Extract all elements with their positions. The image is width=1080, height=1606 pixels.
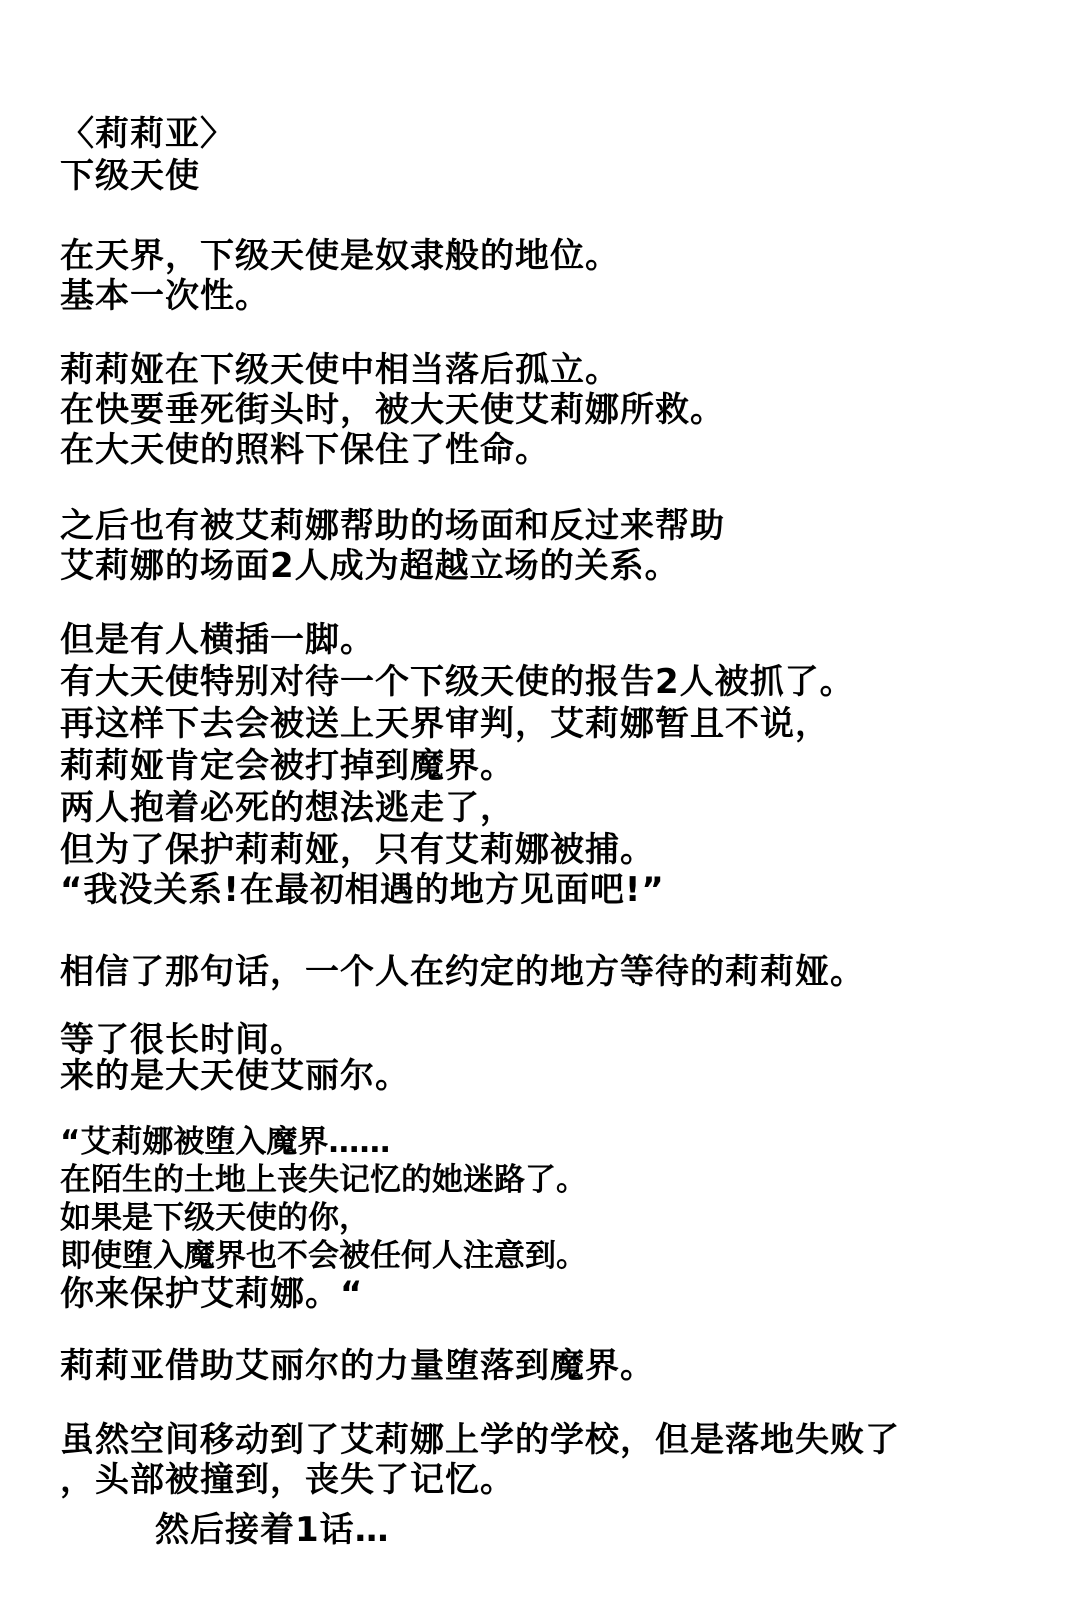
text-line: 来的是大天使艾丽尔。 <box>60 1056 410 1096</box>
quote-line: 即使堕入魔界也不会被任何人注意到。 <box>60 1238 587 1274</box>
text-line: 但为了保护莉莉娅，只有艾莉娜被捕。 <box>60 830 655 870</box>
heading-role: 下级天使 <box>60 156 200 196</box>
quote-line: “艾莉娜被堕入魔界…… <box>60 1124 391 1160</box>
text-line: 基本一次性。 <box>60 276 270 316</box>
text-line: 等了很长时间。 <box>60 1020 305 1060</box>
heading-name: 〈莉莉亚〉 <box>60 114 235 154</box>
text-line: 莉莉娅在下级天使中相当落后孤立。 <box>60 350 620 390</box>
text-line: 但是有人横插一脚。 <box>60 620 375 660</box>
text-line: ，头部被撞到，丧失了记忆。 <box>60 1460 515 1500</box>
text-line: 在大天使的照料下保住了性命。 <box>60 430 550 470</box>
text-line: 有大天使特别对待一个下级天使的报告2人被抓了。 <box>60 662 855 702</box>
text-line: 再这样下去会被送上天界审判，艾莉娜暂且不说， <box>60 704 830 744</box>
closing-line: 然后接着1话… <box>155 1510 390 1550</box>
quote-line: 在陌生的土地上丧失记忆的她迷路了。 <box>60 1162 587 1198</box>
text-line: 虽然空间移动到了艾莉娜上学的学校，但是落地失败了 <box>60 1420 900 1460</box>
text-line: 艾莉娜的场面2人成为超越立场的关系。 <box>60 546 680 586</box>
quote-line: 你来保护艾莉娜。“ <box>60 1274 364 1314</box>
quote-line: “我没关系!在最初相遇的地方见面吧!” <box>60 870 665 910</box>
text-line: 莉莉亚借助艾丽尔的力量堕落到魔界。 <box>60 1346 655 1386</box>
text-line: 在天界，下级天使是奴隶般的地位。 <box>60 236 620 276</box>
text-line: 两人抱着必死的想法逃走了， <box>60 788 515 828</box>
text-line: 在快要垂死街头时，被大天使艾莉娜所救。 <box>60 390 725 430</box>
text-line: 莉莉娅肯定会被打掉到魔界。 <box>60 746 515 786</box>
text-line: 之后也有被艾莉娜帮助的场面和反过来帮助 <box>60 506 725 546</box>
quote-line: 如果是下级天使的你， <box>60 1200 370 1236</box>
text-line: 相信了那句话，一个人在约定的地方等待的莉莉娅。 <box>60 952 865 992</box>
